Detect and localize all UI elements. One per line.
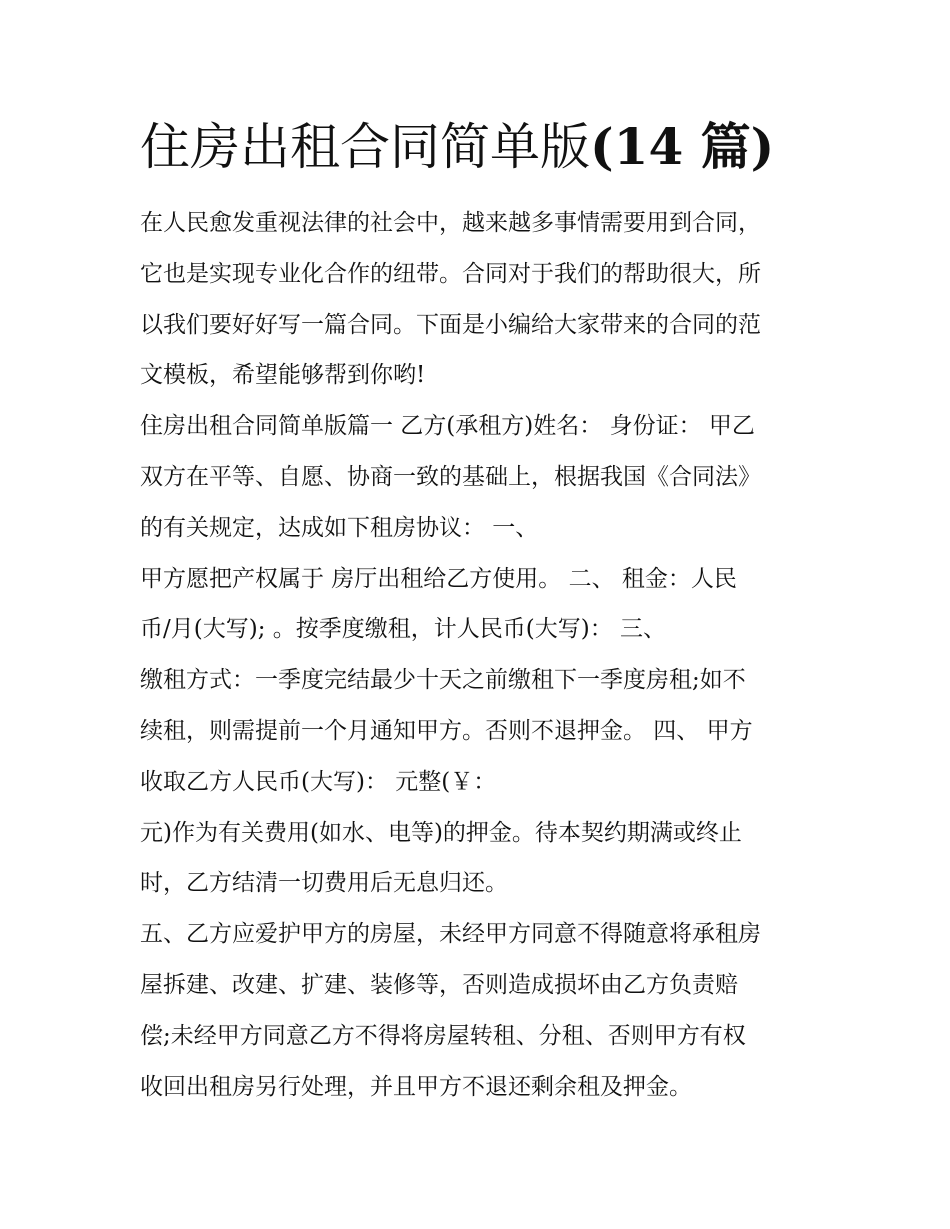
body-line: 收取乙方人民币(大写)： 元整(￥： xyxy=(140,768,497,795)
body-line: 它也是实现专业化合作的纽带。合同对于我们的帮助很大，所 xyxy=(140,260,761,287)
body-line: 收回出租房另行处理，并且甲方不退还剩余租及押金。 xyxy=(140,1073,692,1100)
document-title-suffix: (14 篇) xyxy=(590,117,775,176)
body-line: 住房出租合同简单版篇一 乙方(承租方)姓名： 身份证： 甲乙 xyxy=(140,413,755,440)
body-line: 以我们要好好写一篇合同。下面是小编给大家带来的合同的范 xyxy=(140,311,761,338)
document-body xyxy=(140,198,820,1112)
body-line: 缴租方式：一季度完结最少十天之前缴租下一季度房租;如不 xyxy=(140,667,746,694)
body-line: 时，乙方结清一切费用后无息归还。 xyxy=(140,870,508,897)
body-line: 的有关规定，达成如下租房协议： 一、 xyxy=(140,514,539,541)
body-line: 币/月(大写); 。按季度缴租，计人民币(大写)： 三、 xyxy=(140,616,667,643)
document-title-main: 住房出租合同简单版 xyxy=(140,118,590,176)
body-line: 屋拆建、改建、扩建、装修等，否则造成损坏由乙方负责赔 xyxy=(140,971,738,998)
body-line: 文模板，希望能够帮到你哟! xyxy=(140,362,426,389)
body-line: 五、乙方应爱护甲方的房屋，未经甲方同意不得随意将承租房 xyxy=(140,921,761,948)
body-line: 偿;未经甲方同意乙方不得将房屋转租、分租、否则甲方有权 xyxy=(140,1022,746,1049)
document-title xyxy=(140,112,774,182)
body-line: 双方在平等、自愿、协商一致的基础上，根据我国《合同法》 xyxy=(140,463,761,490)
body-line: 续租，则需提前一个月通知甲方。否则不退押金。 四、 甲方 xyxy=(140,717,753,744)
body-line: 元)作为有关费用(如水、电等)的押金。待本契约期满或终止 xyxy=(140,819,742,846)
body-line: 甲方愿把产权属于 房厅出租给乙方使用。 二、 租金：人民 xyxy=(140,565,737,592)
body-line: 在人民愈发重视法律的社会中，越来越多事情需要用到合同， xyxy=(140,210,761,236)
